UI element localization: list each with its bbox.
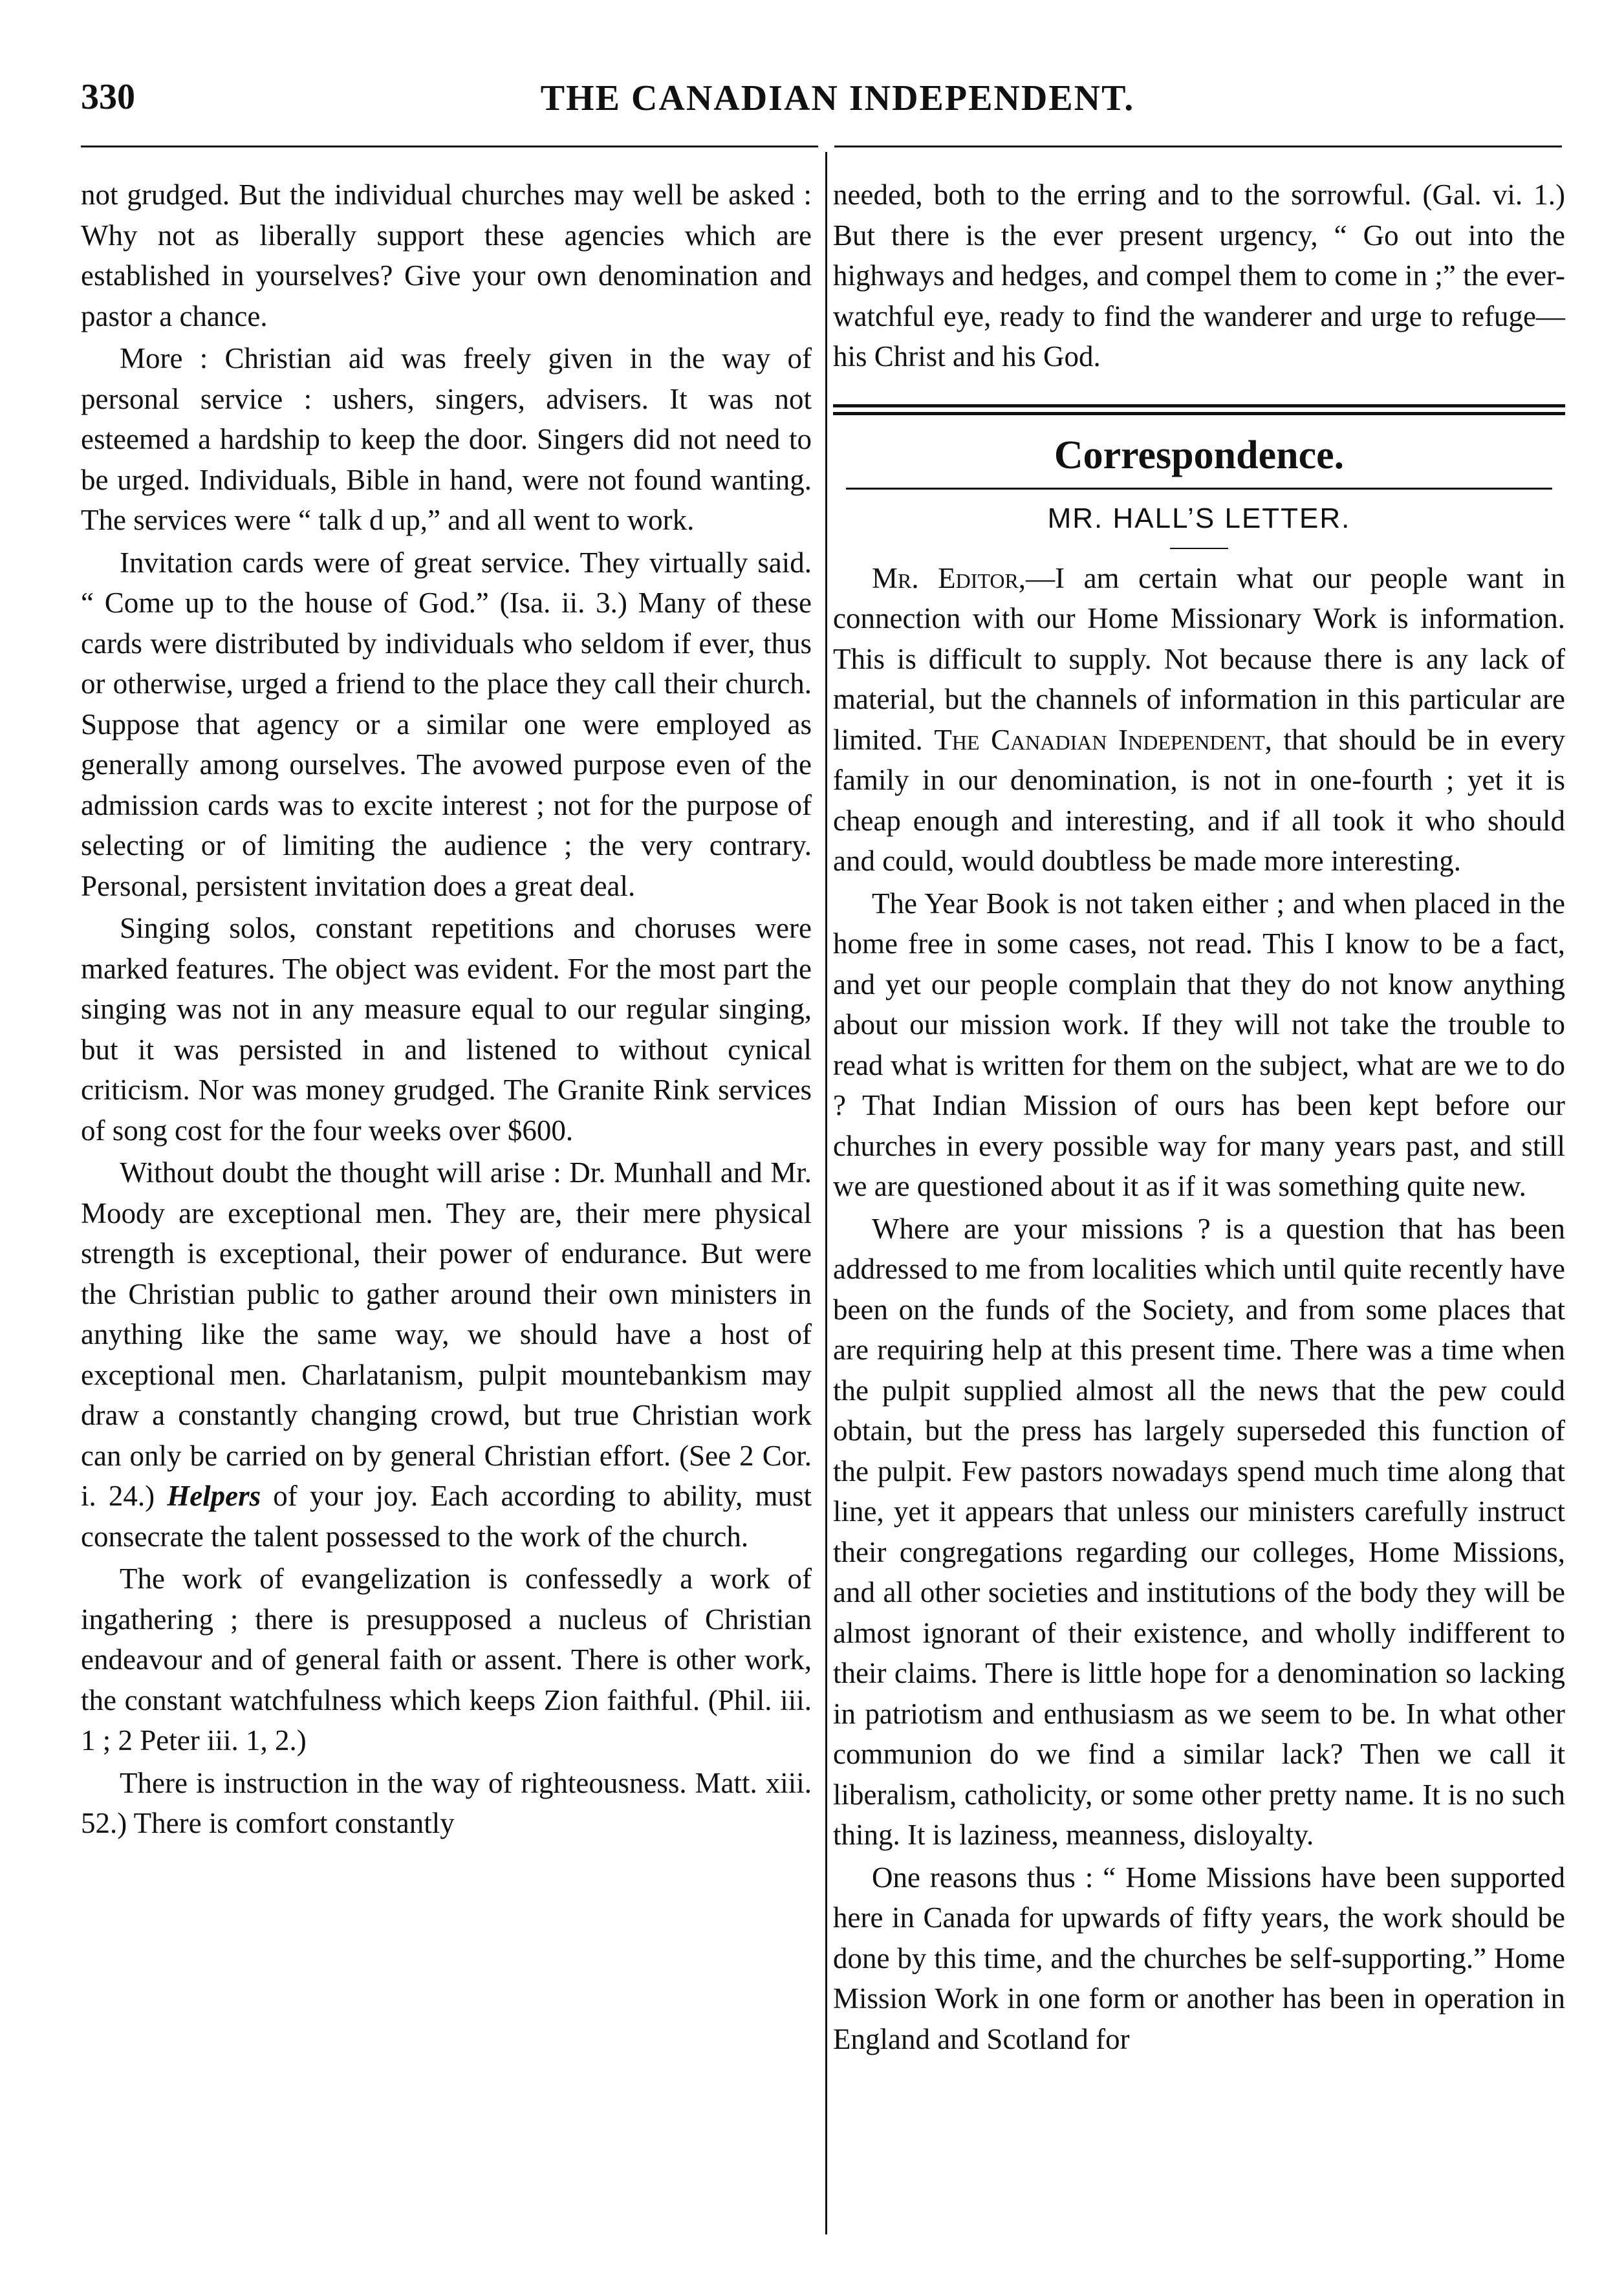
header-rule-left [81,146,818,147]
publication-name: The Canadian Independent [934,723,1265,756]
running-title: THE CANADIAN INDEPENDENT. [540,78,1135,118]
paragraph: not grudged. But the individual churches may well be asked : Why not as liberally support these agencies which are established in yourselves? Give your own denomination and pastor a chance. [81,178,812,332]
section-double-rule [833,404,1565,415]
paragraph-text: Without doubt the thought will arise : Dr. Munhall and Mr. Moody are exceptional men. They are, their mere physical strength is exceptional, their power of endurance. But were the Christian public to gather around their own ministers in anything like the same way, we should have a host of exceptional men. Charlatanism, pulpit mountebankism may draw a constantly changing crowd, but true Christian work can only be carried on by general Christian effort. (See 2 Cor. i. 24.) [81,1156,812,1512]
letter-title: MR. HALL’S LETTER. [1047,502,1351,534]
salutation: Mr. Editor, [872,561,1026,594]
paragraph: Where are your missions ? is a question that has been addressed to me from localities which until quite recently have been on the funds of the Society, and from some places that are requiring help at this present time. There was a time when the pulpit supplied almost all the news that the pew could obtain, but the press has largely superseded this function of the pulpit. Few pastors nowadays spend much time along that line, yet it appears that unless our ministers carefully instruct their congregations regarding our colleges, Home Missions, and all other societies and institutions of the body they will be almost ignorant of their existence, and wholly indifferent to their claims. There is little hope for a denomination so lacking in patriotism and enthusiasm as we seem to be. In what other communion do we find a similar lack? Then we call it liberalism, catholicity, or some other pretty name. It is no such thing. It is laziness, meanness, disloyalty. [833,1212,1565,1851]
paragraph [833,558,1565,881]
page-header [81,76,1594,128]
paragraph-text: —I am certain what our people want in connection with our Home Missionary Work is information. This is difficult to supply. Not because there is any lack of material, but the channels of information in this particular are limited. [833,561,1565,756]
page-number: 330 [81,77,135,117]
paragraph: Invitation cards were of great service. They virtually said. “ Come up to the house of God.” (Isa. ii. 3.) Many of these cards were distributed by individuals who seldom if ever, thus or otherwise, urged a friend to the place they call their church. Suppose that agency or a similar one were employed as generally among ourselves. The avowed purpose even of the admission cards was to excite interest ; not for the purpose of selecting or of limiting the audience ; the very contrary. Personal, persistent invitation does a great deal. [81,546,812,902]
paragraph: The Year Book is not taken either ; and when placed in the home free in some cases, not read. This I know to be a fact, and yet our people complain that they do not know anything about our mission work. If they will not take the trouble to read what is written for them on the subject, what are we to do ? That Indian Mission of ours has been kept before our churches in every possible way for many years past, and still we are questioned about it as if it was something quite new. [833,887,1565,1202]
right-column [833,175,1565,2061]
paragraph: Singing solos, constant repetitions and choruses were marked features. The object was evident. For the most part the singing was not in any measure equal to our regular singing, but it was persisted in and listened to without cynical criticism. Nor was money grudged. The Granite Rink services of song cost for the four weeks over $600. [81,912,812,1147]
paragraph: needed, both to the erring and to the sorrowful. (Gal. vi. 1.) But there is the ever present urgency, “ Go out into the highways and hedges, and compel them to come in ;” the ever-watchful eye, ready to find the wanderer and urge to refuge— his Christ and his God. [833,178,1565,373]
italic-text: Helpers [167,1480,261,1512]
title-short-rule [1170,548,1228,549]
section-rule [846,488,1552,490]
header-rule-right [834,146,1562,147]
paragraph-text: , that should be in every family in our denomination, is not in one-fourth ; yet it is cheap enough and interesting, and if all took it who should and could, would doubtless be made more interesting. [833,723,1565,877]
paragraph: One reasons thus : “ Home Missions have been supported here in Canada for upwards of fifty years, the work should be done by this time, and the churches be self-supporting.” Home Mission Work in one form or another has been in operation in England and Scotland for [833,1861,1565,2055]
column-divider [825,152,827,2234]
paragraph: More : Christian aid was freely given in the way of personal service : ushers, singers, advisers. It was not esteemed a hardship to keep the door. Singers did not need to be urged. Individuals, Bible in hand, were not found wanting. The services were “ talk d up,” and all went to work. [81,342,812,536]
paragraph [81,1152,812,1557]
left-column [81,175,812,1846]
paragraph: The work of evangelization is confessedly a work of ingathering ; there is presupposed a nucleus of Christian endeavour and of general faith or assent. There is other work, the constant watchfulness which keeps Zion faithful. (Phil. iii. 1 ; 2 Peter iii. 1, 2.) [81,1562,812,1757]
paragraph: There is instruction in the way of righteousness. Matt. xiii. 52.) There is comfort constantly [81,1766,812,1839]
section-heading: Correspondence. [1054,433,1345,477]
paragraph-text: of your joy. Each according to ability, must consecrate the talent possessed to the work of the church. [81,1480,812,1553]
